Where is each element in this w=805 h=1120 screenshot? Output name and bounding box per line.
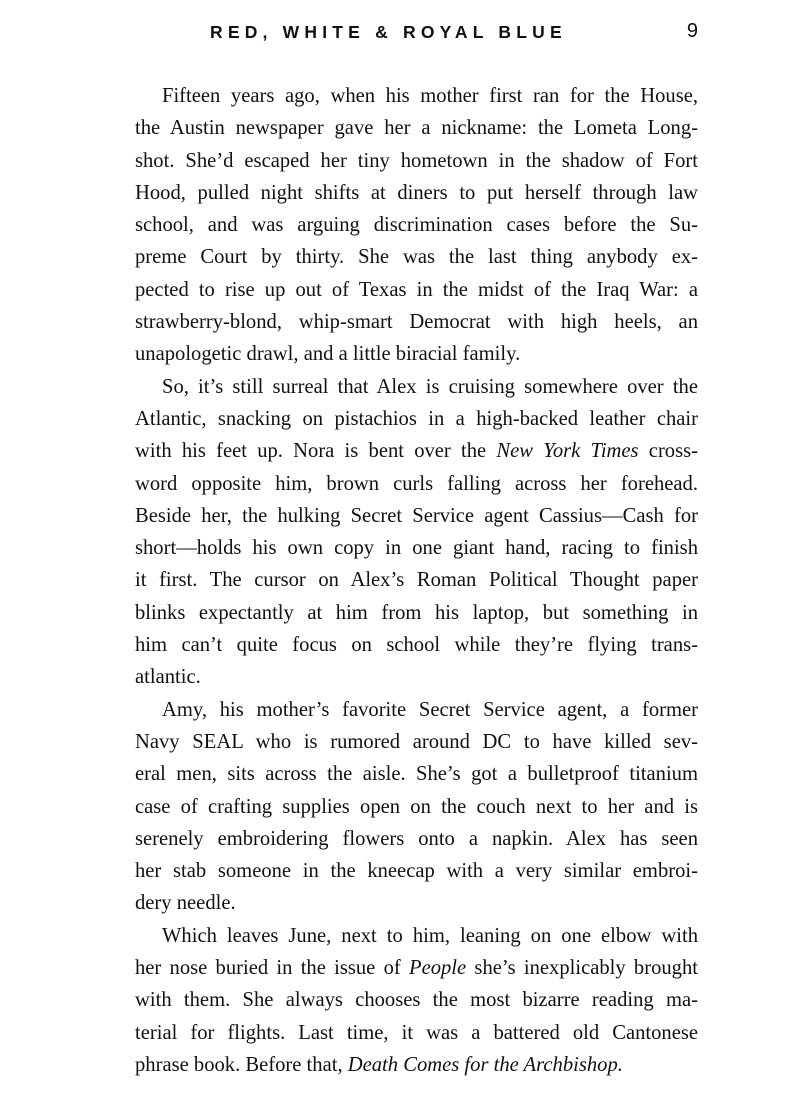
text-segment: it first. The cursor on Alex’s Roman Political Thought paper <box>135 569 698 592</box>
text-segment: him can’t quite focus on school while they’re flying trans- <box>135 634 698 657</box>
body-text <box>135 80 698 1081</box>
text-segment: school, and was arguing discrimination cases before the Su- <box>135 214 698 237</box>
text-segment: Which leaves June, next to him, leaning on one elbow with <box>162 924 698 947</box>
text-segment: eral men, sits across the aisle. She’s got a bulletproof titanium <box>135 763 698 786</box>
text-segment: pected to rise up out of Texas in the midst of the Iraq War: a <box>135 278 698 301</box>
text-segment: Navy SEAL who is rumored around DC to have killed sev- <box>135 730 698 753</box>
text-segment: Fifteen years ago, when his mother first ran for the House, <box>162 85 698 107</box>
text-segment: her nose buried in the issue of <box>135 957 409 980</box>
text-segment: phrase book. Before that, <box>135 1053 348 1076</box>
text-segment: blinks expectantly at him from his laptop, but something in <box>135 601 698 624</box>
text-line <box>135 823 698 855</box>
text-segment: her stab someone in the kneecap with a very similar embroi- <box>135 860 698 883</box>
text-segment: unapologetic drawl, and a little biracial family. <box>135 343 521 366</box>
text-line <box>135 177 698 209</box>
text-line <box>135 145 698 177</box>
text-segment: Beside her, the hulking Secret Service agent Cassius—Cash for <box>135 504 698 527</box>
text-line <box>135 564 698 596</box>
text-segment: dery needle. <box>135 892 236 915</box>
text-line <box>135 597 698 629</box>
text-segment: word opposite him, brown curls falling across her forehead. <box>135 472 698 495</box>
text-segment: shot. She’d escaped her tiny hometown in the shadow of Fort <box>135 149 698 172</box>
text-line <box>135 338 698 370</box>
paragraph <box>135 80 698 371</box>
text-segment: Hood, pulled night shifts at diners to put herself through law <box>135 181 698 204</box>
text-line <box>135 661 698 693</box>
text-line <box>135 112 698 144</box>
text-segment: serenely embroidering flowers onto a napkin. Alex has seen <box>135 827 698 850</box>
paragraph <box>135 371 698 694</box>
text-segment: preme Court by thirty. She was the last thing anybody ex- <box>135 246 698 269</box>
text-segment: she’s inexplicably brought <box>466 957 698 980</box>
text-line <box>135 855 698 887</box>
text-line <box>135 80 698 112</box>
text-line <box>135 887 698 919</box>
text-line <box>135 694 698 726</box>
text-line <box>135 629 698 661</box>
text-segment: atlantic. <box>135 666 201 689</box>
text-line <box>135 532 698 564</box>
text-segment: short—holds his own copy in one giant hand, racing to finish <box>135 537 698 560</box>
text-line <box>135 274 698 306</box>
text-line <box>135 435 698 467</box>
text-segment: Atlantic, snacking on pistachios in a high-backed leather chair <box>135 407 698 430</box>
text-line <box>135 758 698 790</box>
italic-text: People <box>408 957 467 980</box>
text-line <box>135 209 698 241</box>
text-line <box>135 241 698 273</box>
text-line <box>135 1017 698 1049</box>
page-number: 9 <box>686 20 698 42</box>
text-line <box>135 791 698 823</box>
text-segment: cross- <box>638 440 698 463</box>
text-segment: case of crafting supplies open on the couch next to her and is <box>135 795 698 818</box>
paragraph <box>135 920 698 1081</box>
text-line <box>135 726 698 758</box>
text-segment: the Austin newspaper gave her a nickname: the Lometa Long- <box>135 117 698 140</box>
text-segment: terial for flights. Last time, it was a battered old Cantonese <box>135 1021 698 1044</box>
text-line <box>135 920 698 952</box>
text-segment: So, it’s still surreal that Alex is cruising somewhere over the <box>162 375 698 398</box>
text-segment: with them. She always chooses the most bizarre reading ma- <box>135 989 698 1012</box>
running-head <box>135 20 698 48</box>
text-segment: with his feet up. Nora is bent over the <box>135 440 497 463</box>
text-line <box>135 1049 698 1081</box>
italic-text: New York Times <box>496 440 639 463</box>
text-line <box>135 403 698 435</box>
text-line <box>135 306 698 338</box>
text-line <box>135 500 698 532</box>
text-line <box>135 984 698 1016</box>
running-title: RED, WHITE & ROYAL BLUE <box>210 22 567 42</box>
text-line <box>135 952 698 984</box>
text-line <box>135 468 698 500</box>
paragraph <box>135 694 698 920</box>
italic-text: Death Comes for the Archbishop. <box>347 1053 623 1076</box>
text-line <box>135 371 698 403</box>
text-segment: strawberry-blond, whip-smart Democrat with high heels, an <box>135 311 698 334</box>
text-segment: Amy, his mother’s favorite Secret Service agent, a former <box>162 698 698 721</box>
